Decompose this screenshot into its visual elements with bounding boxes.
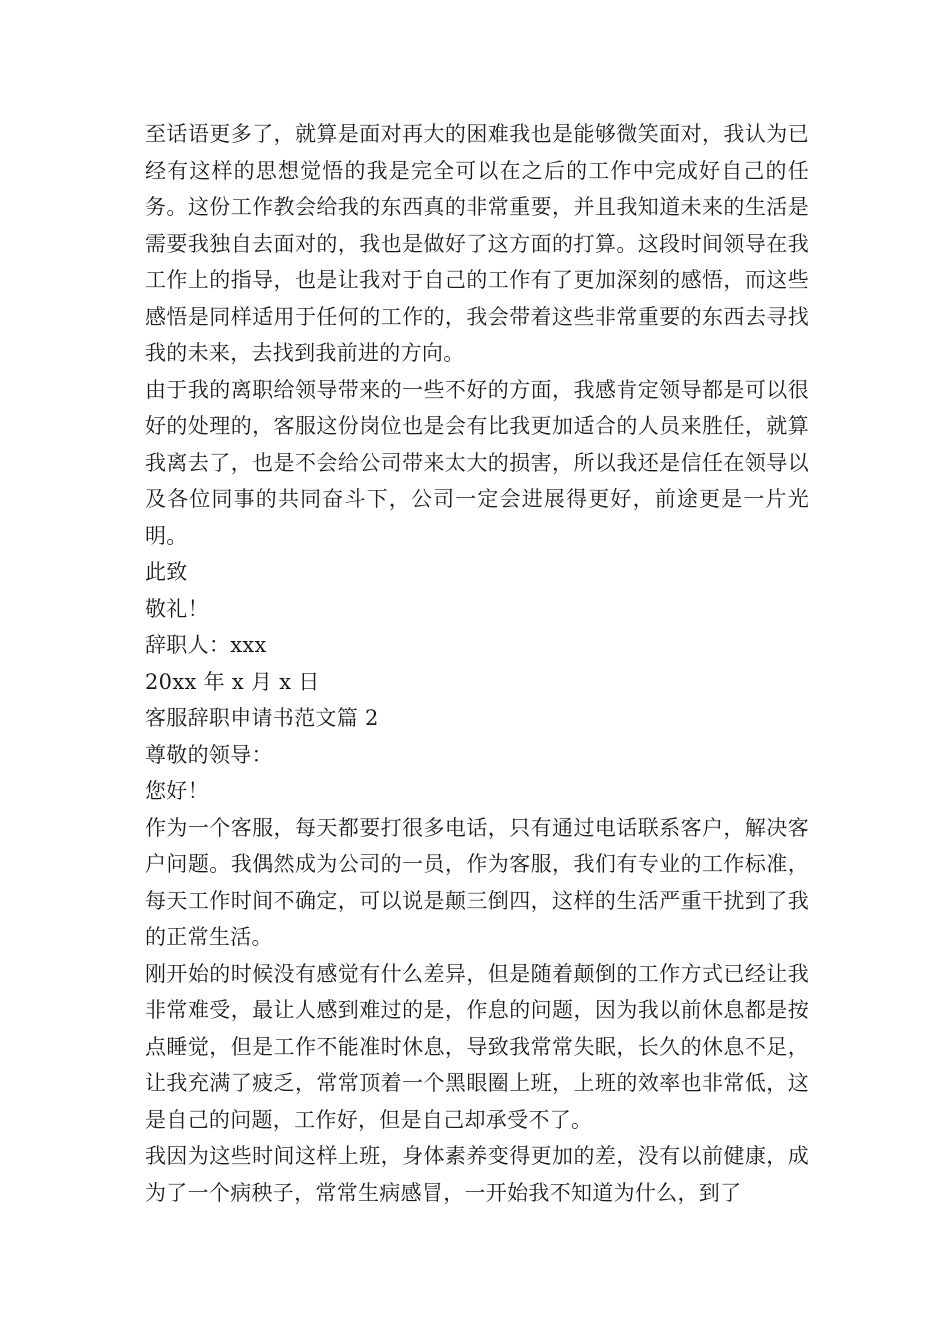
paragraph-company-future: 由于我的离职给领导带来的一些不好的方面，我感肯定领导都是可以很好的处理的，客服这份岗位也是会有比我更加适合的人员来胜任，就算我离去了，也是不会给公司带来太大的损害，所以我还是信任在领导以及各位同事的共同奋斗下，公司一定会进展得更好，前途更是一片光明。 bbox=[145, 377, 809, 548]
paragraph-closing-reflection: 至话语更多了，就算是面对再大的困难我也是能够微笑面对，我认为已经有这样的思想觉悟的我是完全可以在之后的工作中完成好自己的任务。这份工作教会给我的东西真的非常重要，并且我知道未来的生活是需要我独自去面对的，我也是做好了这方面的打算。这段时间领导在我工作上的指导，也是让我对于自己的工作有了更加深刻的感悟，而这些感悟是同样适用于任何的工作的，我会带着这些非常重要的东西去寻找我的未来，去找到我前进的方向。 bbox=[145, 122, 809, 365]
paragraph-job-description: 作为一个客服，每天都要打很多电话，只有通过电话联系客户，解决客户问题。我偶然成为公司的一员，作为客服，我们有专业的工作标准，每天工作时间不确定，可以说是颠三倒四，这样的生活严重干扰到了我的正常生活。 bbox=[145, 815, 809, 949]
greeting-recipient: 尊敬的领导： bbox=[145, 742, 273, 767]
date-line: 20xx 年 x 月 x 日 bbox=[145, 669, 320, 694]
salutation-jingli: 敬礼！ bbox=[145, 596, 209, 621]
document-body bbox=[145, 116, 809, 1211]
greeting-hello: 您好！ bbox=[145, 779, 209, 803]
paragraph-health-decline: 我因为这些时间这样上班，身体素养变得更加的差，没有以前健康，成为了一个病秧子，常常生病感冒，一开始我不知道为什么，到了 bbox=[145, 1144, 809, 1205]
signature-line: 辞职人：xxx bbox=[145, 633, 267, 657]
paragraph-sleep-problem: 刚开始的时候没有感觉有什么差异，但是随着颠倒的工作方式已经让我非常难受，最让人感到难过的是，作息的问题，因为我以前休息都是按点睡觉，但是工作不能准时休息，导致我常常失眠，长久的休息不足，让我充满了疲乏，常常顶着一个黑眼圈上班，上班的效率也非常低，这是自己的问题，工作好，但是自己却承受不了。 bbox=[145, 961, 809, 1132]
section-heading: 客服辞职申请书范文篇 2 bbox=[145, 706, 379, 730]
salutation-cizhi: 此致 bbox=[145, 560, 188, 584]
